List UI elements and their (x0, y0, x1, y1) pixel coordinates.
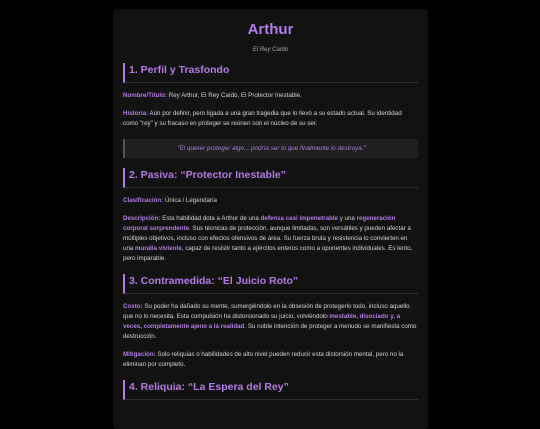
nombre-paragraph (123, 91, 418, 101)
section-contramedida (123, 274, 418, 370)
nombre-label: Nombre/Título: (123, 92, 167, 99)
descripcion-text-4: , capaz de resistir tanto a ejércitos enteros como a oponentes individuales. Es lento, pero imparable. (123, 245, 413, 262)
descripcion-label: Descripción: (123, 215, 161, 222)
clasificacion-label: Clasificación: (123, 197, 164, 204)
costo-text-1: Su poder ha dañado su mente, sumergiéndolo en la obsesión de protegerlo todo, incluso aquello que no lo necesita. Esta compulsión ha distorsionado su juicio, volviéndolo (123, 303, 410, 320)
clasificacion-paragraph (123, 196, 418, 206)
costo-paragraph (123, 302, 418, 342)
section-reliquia (123, 380, 418, 400)
costo-text-2: . Su noble intención de proteger a menudo se manifiesta como destrucción. (123, 323, 417, 340)
mitigacion-label: Mitigación: (123, 351, 156, 358)
section-heading-pasiva: 2. Pasiva: “Protector Inestable” (123, 168, 418, 188)
costo-highlight-1: inestable, disociado y, a veces, completamente ajeno a la realidad (123, 313, 401, 330)
nombre-text: Rey Arthur, El Rey Caído, El Protector Inestable. (167, 92, 302, 99)
historia-text: Aún por definir, pero ligada a una gran tragedia que lo llevó a su estado actual. Su identidad como "rey" y su fracaso en proteger se reúnen son el núcleo de su ser. (123, 110, 402, 127)
section-heading-perfil: 1. Perfil y Trasfondo (123, 63, 418, 83)
descripcion-highlight-3: muralla viviente (135, 245, 182, 252)
section-heading-contramedida: 3. Contramedida: “El Juicio Roto” (123, 274, 418, 294)
descripcion-highlight-2: regeneración corporal sorprendente (123, 215, 396, 232)
descripcion-highlight-1: defensa casi impenetrable (260, 215, 338, 222)
historia-label: Historia: (123, 110, 149, 117)
clasificacion-text: Única / Legendaria (163, 197, 217, 204)
descripcion-paragraph (123, 214, 418, 264)
costo-label: Costo: (123, 303, 143, 310)
descripcion-text-1: Esta habilidad dota a Arthur de una (160, 215, 261, 222)
mitigacion-paragraph (123, 350, 418, 370)
quote-block: "El querer proteger algo... podría ser lo que finalmente lo destruya." (123, 139, 418, 158)
section-perfil (123, 63, 418, 158)
mitigacion-text: Solo reliquias o habilidades de alto nivel pueden reducir esta distorsión mental, pero no la eliminan por completo. (123, 351, 404, 368)
document-card (113, 9, 428, 429)
page-title: Arthur (247, 21, 294, 38)
descripcion-text-3: . Sus técnicas de protección, aunque limitadas, son versátiles y pueden afectar a múltiples objetivos, incluso con efectos ofensivos de área. Su fuerza bruta y resistencia lo convierten en una (123, 225, 411, 252)
historia-paragraph (123, 109, 418, 129)
section-pasiva (123, 168, 418, 264)
page-subtitle: El Rey Caído (252, 47, 289, 53)
section-heading-reliquia: 4. Reliquia: “La Espera del Rey” (123, 380, 418, 400)
descripcion-text-2: y una (337, 215, 357, 222)
